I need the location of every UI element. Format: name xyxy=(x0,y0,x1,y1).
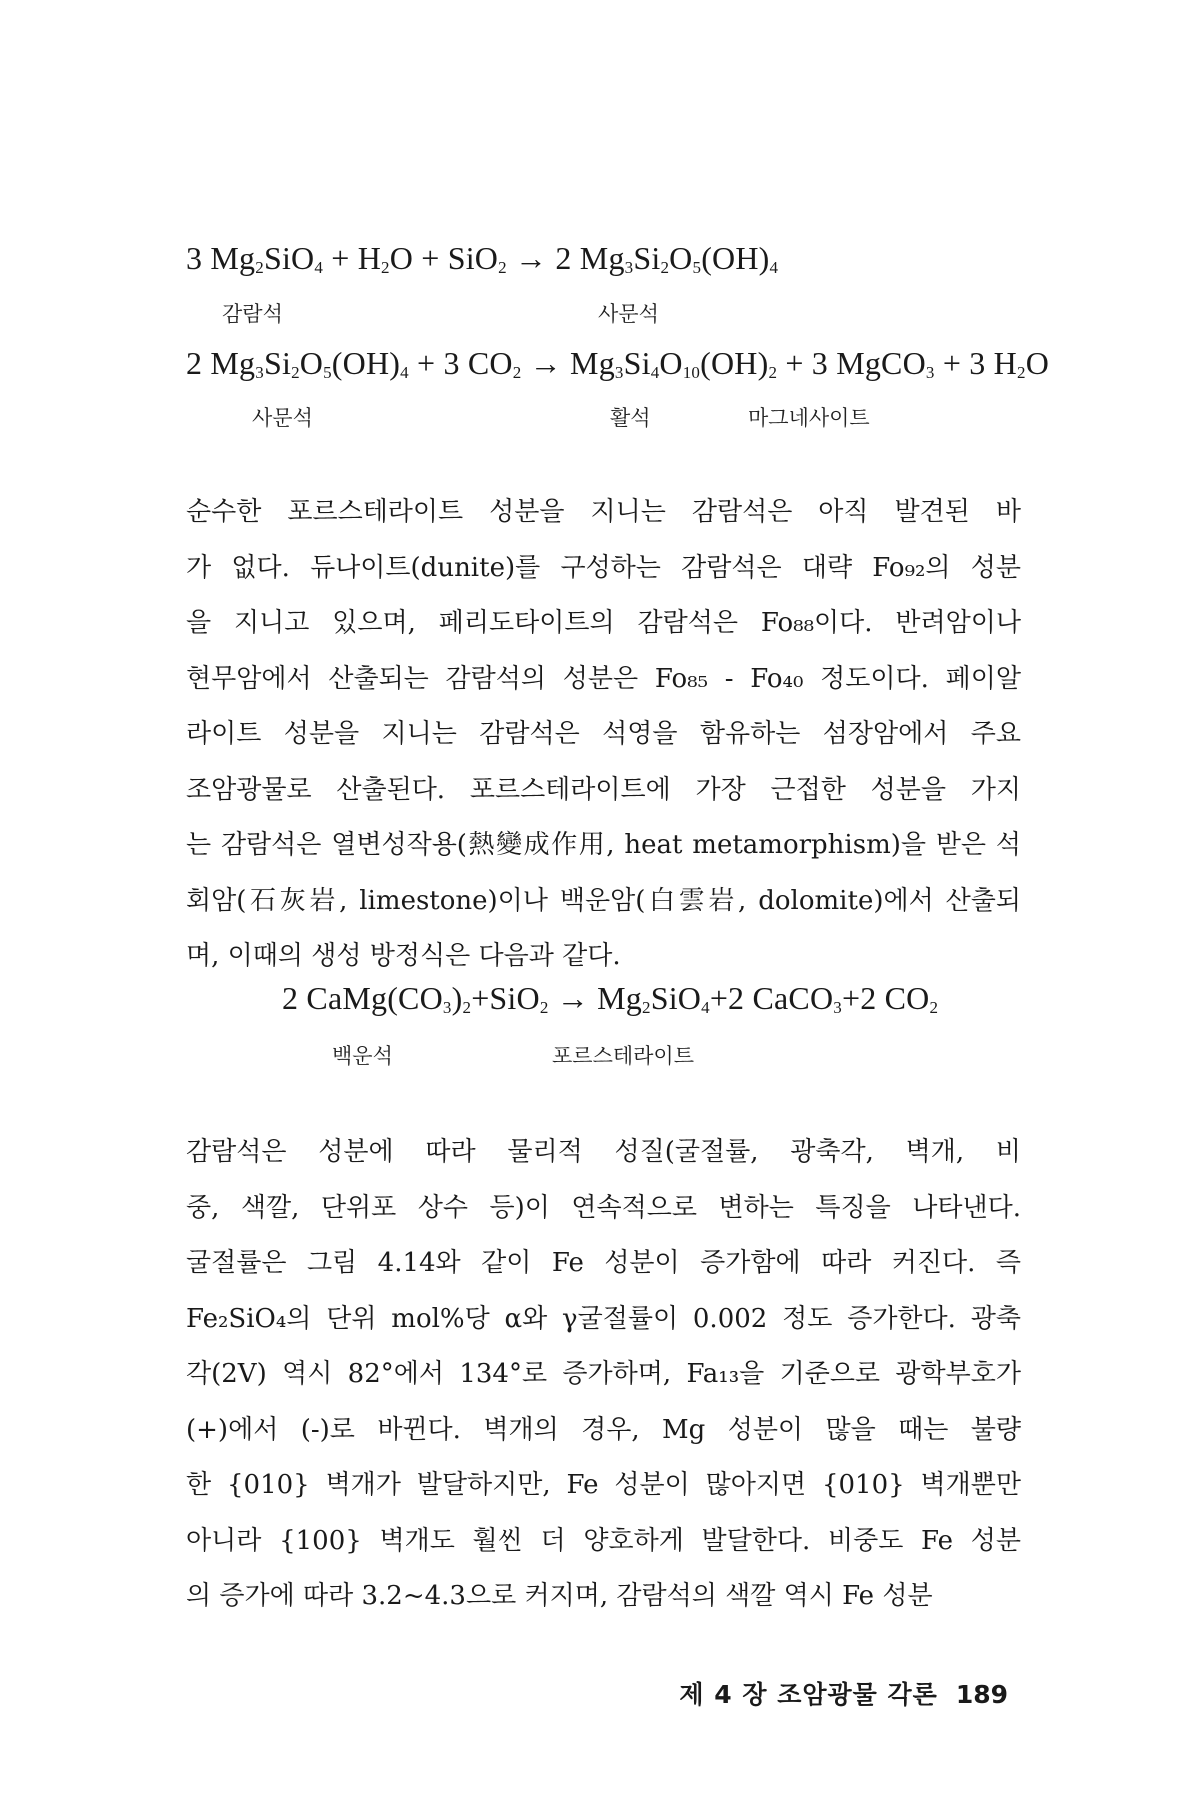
equation-term: → Mg xyxy=(548,980,642,1016)
text-line: 을 지니고 있으며, 페리도타이트의 감람석은 Fo₈₈이다. 반려암이나 xyxy=(186,608,1021,638)
equation-subscript: 4 xyxy=(650,363,660,382)
text-line: Fe₂SiO₄의 단위 mol%당 α와 γ굴절률이 0.002 정도 증가한다. 광축 xyxy=(186,1303,1021,1334)
text-line: 의 증가에 따라 3.2~4.3으로 커지며, 감람석의 색깔 역시 Fe 성분 xyxy=(186,1581,933,1611)
equation-forsterite-formation xyxy=(282,980,938,1017)
equation-term: (OH) xyxy=(331,345,401,381)
equation-subscript: 2 xyxy=(462,998,472,1017)
equation-term: O xyxy=(669,240,693,276)
chapter-title: 제 4 장 조암광물 각론 xyxy=(679,1680,938,1709)
equation-term: 3 Mg xyxy=(186,240,256,276)
text-line: 감람석은 성분에 따라 물리적 성질(굴절률, 광축각, 벽개, 비 xyxy=(186,1137,1021,1167)
text-line: 순수한 포르스테라이트 성분을 지니는 감람석은 아직 발견된 바 xyxy=(186,497,1021,527)
equation-term: O xyxy=(1025,345,1049,381)
text-line: 중, 색깔, 단위포 상수 등)이 연속적으로 변하는 특징을 나타낸다. xyxy=(186,1192,1021,1223)
equation-subscript: 2 xyxy=(539,998,549,1017)
paragraph-olivine-composition xyxy=(186,485,1021,985)
equation-term: + 3 MgCO xyxy=(777,345,926,381)
equation-term: (OH) xyxy=(701,240,770,276)
text-line: 조암광물로 산출된다. 포르스테라이트에 가장 근접한 성분을 가지 xyxy=(186,774,1021,805)
text-line: 굴절률은 그림 4.14와 같이 Fe 성분이 증가함에 따라 커진다. 즉 xyxy=(186,1248,1021,1278)
equation-subscript: 3 xyxy=(442,998,452,1017)
equation-term: → 2 Mg xyxy=(506,240,625,276)
equation-term: 2 CaMg(CO xyxy=(282,980,443,1016)
equation-term: O + SiO xyxy=(389,240,499,276)
text-line: 각(2V) 역시 82°에서 134°로 증가하며, Fa₁₃을 기준으로 광학부호가 xyxy=(186,1359,1021,1389)
equation-subscript: 3 xyxy=(833,998,842,1017)
equation-subscript: 5 xyxy=(323,363,332,382)
equation-term: O xyxy=(659,345,683,381)
equation-term: +2 CaCO xyxy=(709,980,834,1016)
equation-subscript: 4 xyxy=(769,258,779,277)
equation-term: Si xyxy=(633,240,661,276)
equation-label-forsterite: 포르스테라이트 xyxy=(552,1044,695,1068)
equation-label-serpentine: 사문석 xyxy=(252,406,313,430)
equation-term: SiO xyxy=(263,240,315,276)
equation-label-magnesite: 마그네사이트 xyxy=(748,406,870,430)
equation-term: ) xyxy=(451,980,463,1016)
equation-label-talc: 활석 xyxy=(610,406,651,430)
equation-subscript: 3 xyxy=(255,363,264,382)
equation-term: 2 Mg xyxy=(186,345,256,381)
equation-subscript: 2 xyxy=(1016,363,1026,382)
equation-subscript: 10 xyxy=(682,363,701,382)
equation-subscript: 2 xyxy=(498,258,507,277)
equation-term: Si xyxy=(623,345,651,381)
equation-subscript: 2 xyxy=(291,363,300,382)
equation-subscript: 2 xyxy=(381,258,390,277)
text-line: 한 {010} 벽개가 발달하지만, Fe 성분이 많아지면 {010} 벽개뿐만 xyxy=(186,1470,1021,1500)
equation-subscript: 4 xyxy=(701,998,710,1017)
text-line: 회암(石灰岩, limestone)이나 백운암(白雲岩, dolomite)에서 산출되 xyxy=(186,885,1021,916)
text-line: 아니라 {100} 벽개도 훨씬 더 양호하게 발달한다. 비중도 Fe 성분 xyxy=(186,1525,1021,1556)
equation-subscript: 4 xyxy=(314,258,324,277)
page-footer xyxy=(679,1675,1008,1711)
equation-subscript: 2 xyxy=(255,258,264,277)
equation-subscript: 2 xyxy=(660,258,670,277)
text-line: 는 감람석은 열변성작용(熱變成作用, heat metamorphism)을 받은 석 xyxy=(186,830,1021,860)
paragraph-olivine-properties xyxy=(186,1125,1021,1625)
equation-subscript: 2 xyxy=(929,998,939,1017)
equation-term: + 3 CO xyxy=(408,345,513,381)
equation-label-olivine: 감람석 xyxy=(222,302,283,326)
text-line: 현무암에서 산출되는 감람석의 성분은 Fo₈₅ - Fo₄₀ 정도이다. 페이알 xyxy=(186,663,1021,694)
equation-term: +2 CO xyxy=(841,980,930,1016)
text-line: 라이트 성분을 지니는 감람석은 석영을 함유하는 섬장암에서 주요 xyxy=(186,719,1021,749)
equation-label-dolomite: 백운석 xyxy=(332,1044,393,1068)
text-line: 가 없다. 듀나이트(dunite)를 구성하는 감람석은 대략 Fo₉₂의 성분 xyxy=(186,552,1021,583)
equation-subscript: 3 xyxy=(925,363,935,382)
equation-term: + 3 H xyxy=(934,345,1017,381)
equation-subscript: 3 xyxy=(624,258,634,277)
equation-talc-formation xyxy=(186,345,1049,382)
equation-subscript: 4 xyxy=(400,363,409,382)
equation-serpentinization xyxy=(186,240,778,277)
equation-subscript: 2 xyxy=(512,363,522,382)
equation-term: +SiO xyxy=(471,980,540,1016)
equation-term: (OH) xyxy=(700,345,769,381)
equation-subscript: 2 xyxy=(768,363,778,382)
equation-term: + H xyxy=(323,240,382,276)
equation-term: Si xyxy=(263,345,292,381)
equation-term: O xyxy=(299,345,324,381)
equation-term: SiO xyxy=(650,980,702,1016)
equation-subscript: 2 xyxy=(642,998,651,1017)
text-line: (+)에서 (-)로 바뀐다. 벽개의 경우, Mg 성분이 많을 때는 불량 xyxy=(186,1414,1021,1445)
text-line: 며, 이때의 생성 방정식은 다음과 같다. xyxy=(186,941,621,971)
equation-subscript: 3 xyxy=(614,363,624,382)
page-number: 189 xyxy=(955,1680,1008,1709)
equation-subscript: 5 xyxy=(692,258,702,277)
equation-label-serpentine: 사문석 xyxy=(598,302,659,326)
equation-term: → Mg xyxy=(521,345,615,381)
